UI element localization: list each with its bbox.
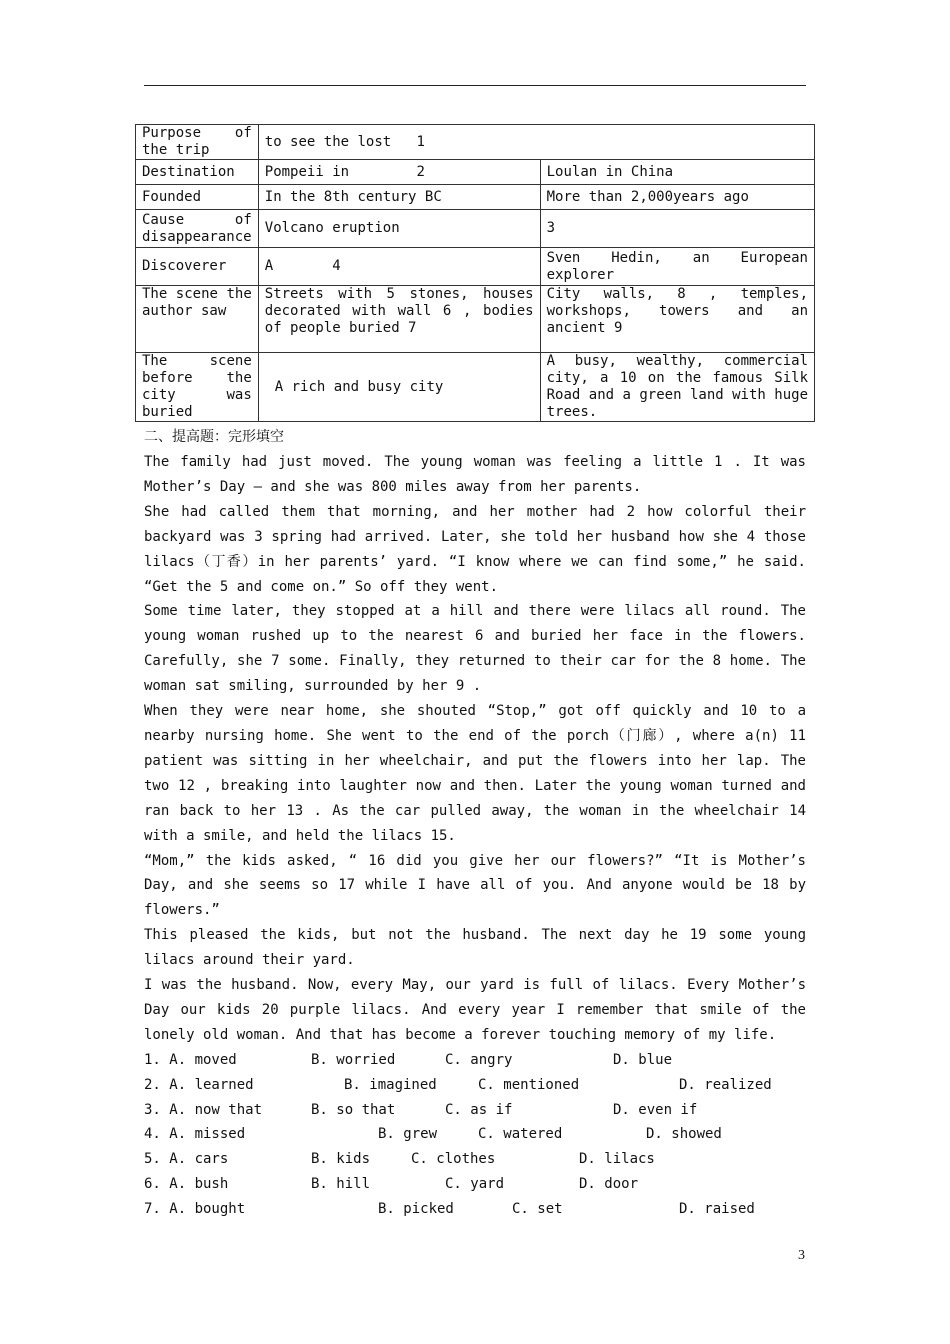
option-b: B. kids <box>311 1151 371 1168</box>
option-a: 2. A. learned <box>144 1076 254 1093</box>
question-options <box>144 1197 806 1222</box>
cause-pompeii: Volcano eruption <box>258 210 540 248</box>
option-d: D. lilacs <box>579 1151 655 1168</box>
option-a: 4. A. missed <box>144 1126 246 1143</box>
passage-paragraph: When they were near home, she shouted “Stop,” got off quickly and 10 to a nearby nursing home. She went to the end of the porch（门廊）, where a(n) 11 patient was sitting in her wheelchair, and put the flowers into her lap. The two 12 , breaking into laughter now and then. Later the young woman turned and ran back to her 13 . As the car pulled away, the woman in the wheelchair 14 with a smile, and held the lilacs 15. <box>144 703 806 844</box>
option-a: 1. A. moved <box>144 1051 237 1068</box>
option-a: 6. A. bush <box>144 1176 229 1193</box>
purpose-value: to see the lost 1 <box>258 125 814 160</box>
question-options <box>144 1172 806 1197</box>
option-a: 7. A. bought <box>144 1201 246 1218</box>
option-c: C. as if <box>445 1101 513 1118</box>
passage-paragraph: The family had just moved. The young woman was feeling a little 1 . It was Mother’s Day — and she was 800 miles away from her parents. <box>144 454 806 495</box>
option-b: B. hill <box>311 1176 371 1193</box>
table-row <box>136 125 815 160</box>
option-b: B. imagined <box>344 1076 437 1093</box>
page-number: 3 <box>798 1248 805 1263</box>
option-d: D. door <box>579 1176 639 1193</box>
founded-loulan: More than 2,000years ago <box>540 185 814 210</box>
destination-loulan: Loulan in China <box>540 160 814 185</box>
option-d: D. realized <box>679 1076 772 1093</box>
row-label-destination: Destination <box>136 160 259 185</box>
table-row <box>136 353 815 422</box>
option-c: C. set <box>512 1201 563 1218</box>
passage-paragraph: She had called them that morning, and her mother had 2 how colorful their backyard was 3 spring had arrived. Later, she told her husband how she 4 those lilacs（丁香）in her parents’ yard. “I know where we can find some,” he said. “Get the 5 and come on.” So off they went. <box>144 503 806 595</box>
row-label-scene-before: The scene before the city was buried <box>136 353 259 422</box>
question-options <box>144 1147 806 1172</box>
table-row <box>136 210 815 248</box>
option-d: D. showed <box>646 1126 722 1143</box>
option-c: C. yard <box>445 1176 505 1193</box>
option-c: C. angry <box>445 1051 513 1068</box>
scene-saw-pompeii: Streets with 5 stones, houses decorated with wall 6 , bodies of people buried 7 <box>258 286 540 353</box>
option-d: D. even if <box>613 1101 698 1118</box>
option-c: C. mentioned <box>478 1076 580 1093</box>
option-a: 3. A. now that <box>144 1101 263 1118</box>
passage-paragraph: I was the husband. Now, every May, our yard is full of lilacs. Every Mother’s Day our kids 20 purple lilacs. And every year I remember that smile of the lonely old woman. And that has become a forever touching memory of my life. <box>144 977 806 1043</box>
option-b: B. grew <box>378 1126 438 1143</box>
option-a: 5. A. cars <box>144 1151 229 1168</box>
option-d: D. raised <box>679 1201 755 1218</box>
row-label-cause: Cause of disappearance <box>136 210 259 248</box>
row-label-scene-saw: The scene the author saw <box>136 286 259 353</box>
option-c: C. clothes <box>411 1151 496 1168</box>
option-c: C. watered <box>478 1126 563 1143</box>
table-row <box>136 286 815 353</box>
option-b: B. worried <box>311 1051 396 1068</box>
section-title: 二、提高题：完形填空 <box>144 429 284 445</box>
cloze-passage <box>144 450 806 1222</box>
founded-pompeii: In the 8th century BC <box>258 185 540 210</box>
destination-pompeii: Pompeii in 2 <box>258 160 540 185</box>
row-label-discoverer: Discoverer <box>136 248 259 286</box>
scene-before-pompeii: A rich and busy city <box>258 353 540 422</box>
question-options <box>144 1122 806 1147</box>
header-rule <box>144 85 806 86</box>
question-options <box>144 1048 806 1073</box>
passage-paragraph: “Mom,” the kids asked, “ 16 did you give her our flowers?” “It is Mother’s Day, and she seems so 17 while I have all of you. And anyone would be 18 by flowers.” <box>144 852 806 919</box>
cause-loulan: 3 <box>540 210 814 248</box>
scene-before-loulan: A busy, wealthy, commercial city, a 10 on the famous Silk Road and a green land with huge trees. <box>540 353 814 422</box>
table-row <box>136 248 815 286</box>
question-options <box>144 1098 806 1123</box>
discoverer-pompeii: A 4 <box>258 248 540 286</box>
comparison-table <box>135 124 815 422</box>
row-label-founded: Founded <box>136 185 259 210</box>
passage-paragraph: Some time later, they stopped at a hill and there were lilacs all round. The young woman rushed up to the nearest 6 and buried her face in the flowers. Carefully, she 7 some. Finally, they returned to their car for the 8 home. The woman sat smiling, surrounded by her 9 . <box>144 603 806 695</box>
option-d: D. blue <box>613 1051 673 1068</box>
passage-paragraph: This pleased the kids, but not the husband. The next day he 19 some young lilacs around their yard. <box>144 927 806 969</box>
scene-saw-loulan: City walls, 8 , temples, workshops, towers and an ancient 9 <box>540 286 814 353</box>
table-row <box>136 185 815 210</box>
table-row <box>136 160 815 185</box>
option-b: B. picked <box>378 1201 454 1218</box>
row-label-purpose: Purpose of the trip <box>136 125 259 160</box>
option-b: B. so that <box>311 1101 396 1118</box>
discoverer-loulan: Sven Hedin, an European explorer <box>540 248 814 286</box>
question-options <box>144 1073 806 1098</box>
